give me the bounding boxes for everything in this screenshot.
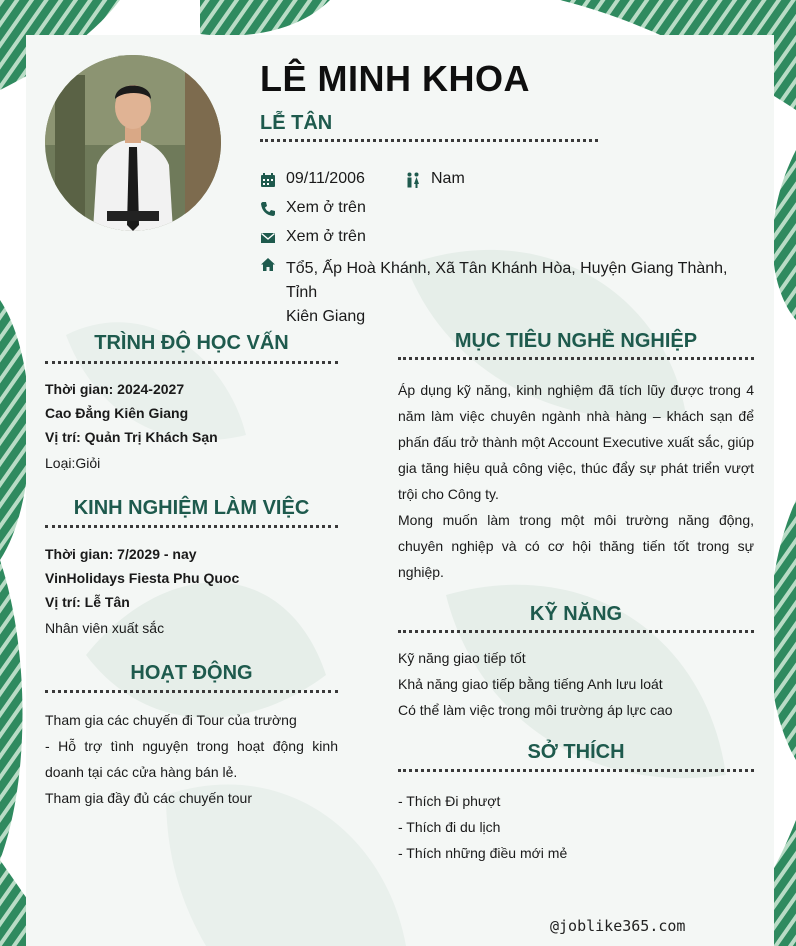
hobbies-title: SỞ THÍCH — [527, 741, 625, 763]
activities-section — [45, 707, 338, 811]
education-section — [45, 377, 338, 476]
address-value — [286, 257, 750, 329]
experience-company: VinHolidays Fiesta Phu Quoc — [45, 570, 240, 586]
hobbies-section — [398, 788, 754, 866]
experience-note: Nhân viên xuất sắc — [45, 620, 165, 636]
objective-paragraph-2: Mong muốn làm trong một môi trường năng động, chuyên nghiệp và có cơ hội thăng tiến tốt trong sự nghiệp. — [398, 512, 754, 580]
objective-title: MỤC TIÊU NGHỀ NGHIỆP — [454, 330, 698, 352]
skill-item: Khả năng giao tiếp bằng tiếng Anh lưu loát — [398, 676, 663, 692]
education-divider — [45, 361, 338, 364]
phone-value: Xem ở trên — [286, 199, 366, 216]
activities-line-3: Tham gia đầy đủ các chuyến tour — [45, 790, 253, 806]
experience-divider — [45, 525, 338, 528]
experience-position: Vị trí: Lễ Tân — [45, 594, 130, 610]
skills-divider — [398, 630, 754, 633]
address-line-2: Kiên Giang — [286, 308, 366, 325]
header-divider — [260, 139, 598, 142]
objective-divider — [398, 357, 754, 360]
experience-section — [45, 542, 338, 641]
avatar — [45, 55, 221, 231]
gender-icon — [405, 172, 421, 188]
activities-line-2: - Hỗ trợ tình nguyện trong hoạt động kinh doanh tại các cửa hàng bán lẻ. — [45, 738, 338, 780]
phone-icon — [260, 201, 276, 217]
calendar-icon — [260, 172, 276, 188]
dob-value: 09/11/2006 — [286, 170, 365, 187]
job-title: LỄ TÂN — [260, 112, 333, 134]
skill-item: Kỹ năng giao tiếp tốt — [398, 650, 526, 666]
candidate-name: LÊ MINH KHOA — [260, 58, 530, 99]
education-school: Cao Đẳng Kiên Giang — [45, 405, 189, 421]
home-icon — [260, 257, 276, 273]
objective-paragraph-1: Áp dụng kỹ năng, kinh nghiệm đã tích lũy được trong 4 năm làm việc chuyên ngành nhà hàng – khách sạn để phấn đấu trở thành một Account Executive xuất sắc, giúp gia tăng hiệu quả công việc, thúc đẩy sự phát triển vượt trội cho Công ty. — [398, 382, 754, 502]
education-grade: Loại:Giỏi — [45, 455, 101, 471]
hobby-item: - Thích đi du lịch — [398, 819, 501, 835]
objective-section — [398, 377, 754, 585]
phone-row — [260, 199, 366, 217]
education-position: Vị trí: Quản Trị Khách Sạn — [45, 429, 218, 445]
gender-row — [405, 170, 465, 188]
email-row — [260, 228, 366, 246]
hobby-item: - Thích Đi phượt — [398, 793, 501, 809]
address-line-1: Tổ5, Ấp Hoà Khánh, Xã Tân Khánh Hòa, Huyện Giang Thành, Tỉnh — [286, 260, 728, 301]
activities-title: HOẠT ĐỘNG — [130, 662, 253, 684]
activities-divider — [45, 690, 338, 693]
gender-value: Nam — [431, 170, 465, 187]
education-title: TRÌNH ĐỘ HỌC VẤN — [94, 332, 289, 354]
dob-row — [260, 170, 365, 188]
hobby-item: - Thích những điều mới mẻ — [398, 845, 568, 861]
education-time: Thời gian: 2024-2027 — [45, 381, 185, 397]
hobbies-divider — [398, 769, 754, 772]
envelope-icon — [260, 230, 276, 246]
skills-section — [398, 645, 754, 723]
skills-title: KỸ NĂNG — [529, 603, 623, 625]
skill-item: Có thể làm việc trong môi trường áp lực cao — [398, 702, 673, 718]
email-value: Xem ở trên — [286, 228, 366, 245]
experience-time: Thời gian: 7/2029 - nay — [45, 546, 197, 562]
activities-line-1: Tham gia các chuyến đi Tour của trường — [45, 712, 297, 728]
address-row — [260, 257, 750, 329]
experience-title: KINH NGHIỆM LÀM VIỆC — [73, 497, 310, 519]
brand-footer: @joblike365.com — [550, 917, 686, 935]
